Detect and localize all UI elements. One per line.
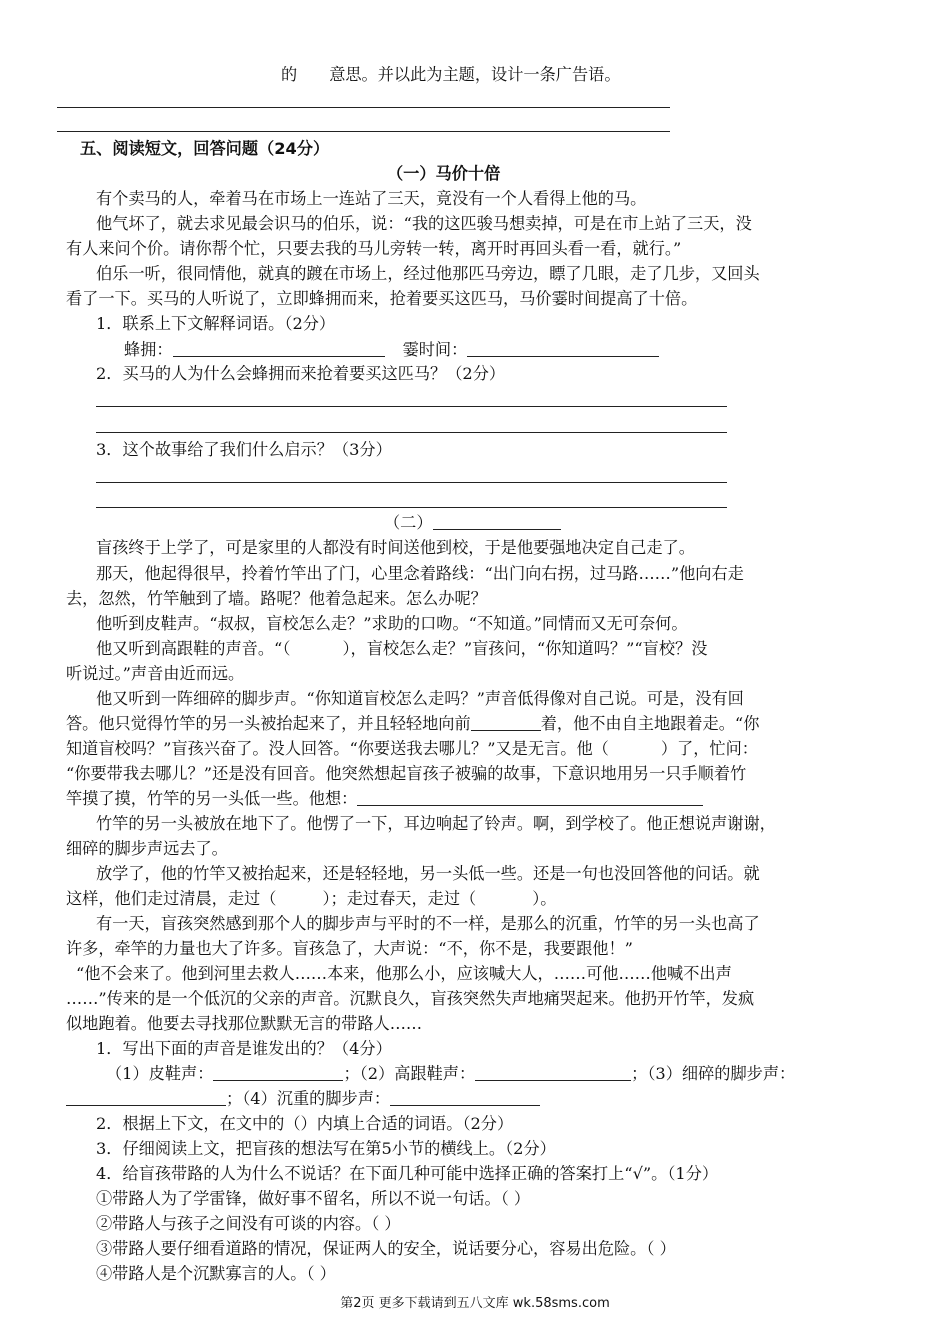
story1-paragraph: 看了一下。买马的人听说了，立即蜂拥而来，抢着要买这匹马，马价霎时间提高了十倍。 — [66, 289, 698, 308]
story1-question-3: 3．这个故事给了我们什么启示？（3分） — [96, 440, 392, 459]
answer-line — [57, 131, 670, 132]
option-item[interactable]: ②带路人与孩子之间没有可谈的内容。（ ） — [96, 1214, 401, 1233]
story2-question-1: 1．写出下面的声音是谁发出的？（4分） — [96, 1039, 392, 1058]
answer-line — [96, 482, 727, 483]
word-fengyong-label: 蜂拥： — [124, 340, 173, 359]
option-item[interactable]: ④带路人是个沉默寡言的人。（ ） — [96, 1264, 336, 1283]
story2-text: ）。 — [532, 889, 557, 908]
story2-question-2: 2．根据上下文，在文中的（）内填上合适的词语。（2分） — [96, 1114, 514, 1133]
story2-line: 听说过。”声音由近而远。 — [66, 664, 245, 683]
story2-line: 他又听到一阵细碎的脚步声。“你知道盲校怎么走吗？”声音低得像对自己说。可是，没有回 — [96, 689, 744, 708]
story1-paragraph: 有个卖马的人，牵着马在市场上一连站了三天，竟没有一个人看得上他的马。 — [96, 189, 647, 208]
word-shashijian-label: 霎时间： — [402, 340, 468, 359]
story2-line: 他听到皮鞋声。“叔叔，盲校怎么走？”求助的口吻。“不知道。”同情而又无可奈何。 — [96, 614, 688, 633]
sound-label: ；（4）沉重的脚步声： — [226, 1089, 391, 1108]
sound-answers — [106, 1064, 795, 1084]
story2-line: 细碎的脚步声远去了。 — [66, 839, 228, 858]
story2-title-label: （二） — [384, 513, 433, 532]
answer-blank[interactable] — [357, 789, 703, 806]
intro-text: 意思。并以此为主题，设计一条广告语。 — [329, 65, 621, 84]
story2-line: 有一天，盲孩突然感到那个人的脚步声与平时的不一样，是那么的沉重，竹竿的另一头也高了 — [96, 914, 760, 933]
story2-line: 盲孩终于上学了，可是家里的人都没有时间送他到校，于是他要强地决定自己走了。 — [96, 538, 695, 557]
intro-prefix: 的 — [281, 65, 298, 84]
story2-line: “你要带我去哪儿？”还是没有回音。他突然想起盲孩子被骗的故事，下意识地用另一只手顺着竹 — [66, 764, 747, 783]
option-item[interactable]: ③带路人要仔细看道路的情况，保证两人的安全，说话要分心，容易出危险。（ ） — [96, 1239, 676, 1258]
story2-text: 答。他只觉得竹竿的另一头被抬起来了，并且轻轻地向前 — [66, 714, 471, 733]
story2-text: 知道盲校吗？”盲孩兴奋了。没人回答。“你要送我去哪儿？”又是无言。他（ — [66, 739, 609, 758]
answer-line — [96, 507, 727, 508]
story2-line: 似地跑着。他要去寻找那位默默无言的带路人…… — [66, 1014, 423, 1033]
answer-blank[interactable] — [471, 714, 541, 731]
option-item[interactable]: ①带路人为了学雷锋，做好事不留名，所以不说一句话。（ ） — [96, 1189, 531, 1208]
story2-text: 这样，他们走过清晨，走过（ — [66, 889, 277, 908]
story2-text: 他又听到高跟鞋的声音。“（ — [96, 639, 291, 658]
story1-question-1-blanks — [124, 340, 659, 360]
story2-line — [66, 714, 759, 734]
story2-line — [66, 889, 557, 909]
story2-text: ）；走过春天，走过（ — [322, 889, 477, 908]
sound-label: （1）皮鞋声： — [106, 1064, 214, 1083]
story2-text: 着，他不由自主地跟着走。“你 — [540, 714, 760, 733]
answer-blank[interactable] — [390, 1089, 540, 1106]
title-blank[interactable] — [433, 513, 561, 530]
story2-line: ……”传来的是一个低沉的父亲的声音。沉默良久，盲孩突然失声地痛哭起来。他扔开竹竿，发疯 — [66, 989, 755, 1008]
story2-line: 去，忽然，竹竿触到了墙。路呢？他着急起来。怎么办呢？ — [66, 589, 487, 608]
answer-blank[interactable] — [173, 340, 385, 357]
story2-line: 那天，他起得很早，拎着竹竿出了门，心里念着路线：“出门向右拐，过马路……”他向右走 — [96, 564, 744, 583]
story2-title — [384, 513, 561, 533]
story1-question-1: 1．联系上下文解释词语。（2分） — [96, 314, 336, 333]
answer-blank[interactable] — [475, 1064, 631, 1081]
story1-question-2: 2．买马的人为什么会蜂拥而来抢着要买这匹马？（2分） — [96, 364, 506, 383]
answer-line — [96, 432, 727, 433]
sound-label: ；（3）细碎的脚步声： — [631, 1064, 796, 1083]
story1-paragraph: 他气坏了，就去求见最会识马的伯乐，说：“我的这匹骏马想卖掉，可是在市上站了三天，没 — [96, 214, 752, 233]
answer-line — [96, 406, 727, 407]
story2-line — [66, 739, 758, 759]
story1-title: （一）马价十倍 — [387, 164, 501, 183]
story2-line: 放学了，他的竹竿又被抬起来，还是轻轻地，另一头低一些。还是一句也没回答他的问话。就 — [96, 864, 760, 883]
answer-blank[interactable] — [467, 340, 659, 357]
story2-text: 竿摸了摸，竹竿的另一头低一些。他想： — [66, 789, 358, 808]
story2-line — [66, 789, 703, 809]
story2-line: 许多，牵竿的力量也大了许多。盲孩急了，大声说：“不，你不是，我要跟他！” — [66, 939, 633, 958]
answer-line — [57, 107, 670, 108]
story2-line: 竹竿的另一头被放在地下了。他愣了一下，耳边响起了铃声。啊，到学校了。他正想说声谢谢， — [96, 814, 776, 833]
intro-line — [281, 65, 621, 85]
section-title: 五、阅读短文，回答问题（24分） — [80, 139, 330, 158]
story2-question-4: 4．给盲孩带路的人为什么不说话？在下面几种可能中选择正确的答案打上“√”。（1分） — [96, 1164, 719, 1183]
story2-line: “他不会来了。他到河里去救人……本来，他那么小，应该喊大人，……可他……他喊不出声 — [76, 964, 732, 983]
sound-answers — [66, 1089, 540, 1109]
story2-text: ）了，忙问： — [660, 739, 758, 758]
story2-question-3: 3．仔细阅读上文，把盲孩的想法写在第5小节的横线上。（2分） — [96, 1139, 556, 1158]
story2-line — [96, 639, 707, 659]
story1-paragraph: 伯乐一听，很同情他，就真的踱在市场上，经过他那匹马旁边，瞟了几眼，走了几步，又回头 — [96, 264, 760, 283]
story2-text: ），盲校怎么走？”盲孩问，“你知道吗？”“盲校？没 — [342, 639, 708, 658]
answer-blank[interactable] — [66, 1089, 226, 1106]
page-footer: 第2页 更多下载请到五八文库 wk.58sms.com — [340, 1296, 610, 1311]
story1-paragraph: 有人来问个价。请你帮个忙，只要去我的马儿旁转一转，离开时再回头看一看，就行。” — [66, 239, 682, 258]
sound-label: ；（2）高跟鞋声： — [343, 1064, 476, 1083]
answer-blank[interactable] — [213, 1064, 343, 1081]
